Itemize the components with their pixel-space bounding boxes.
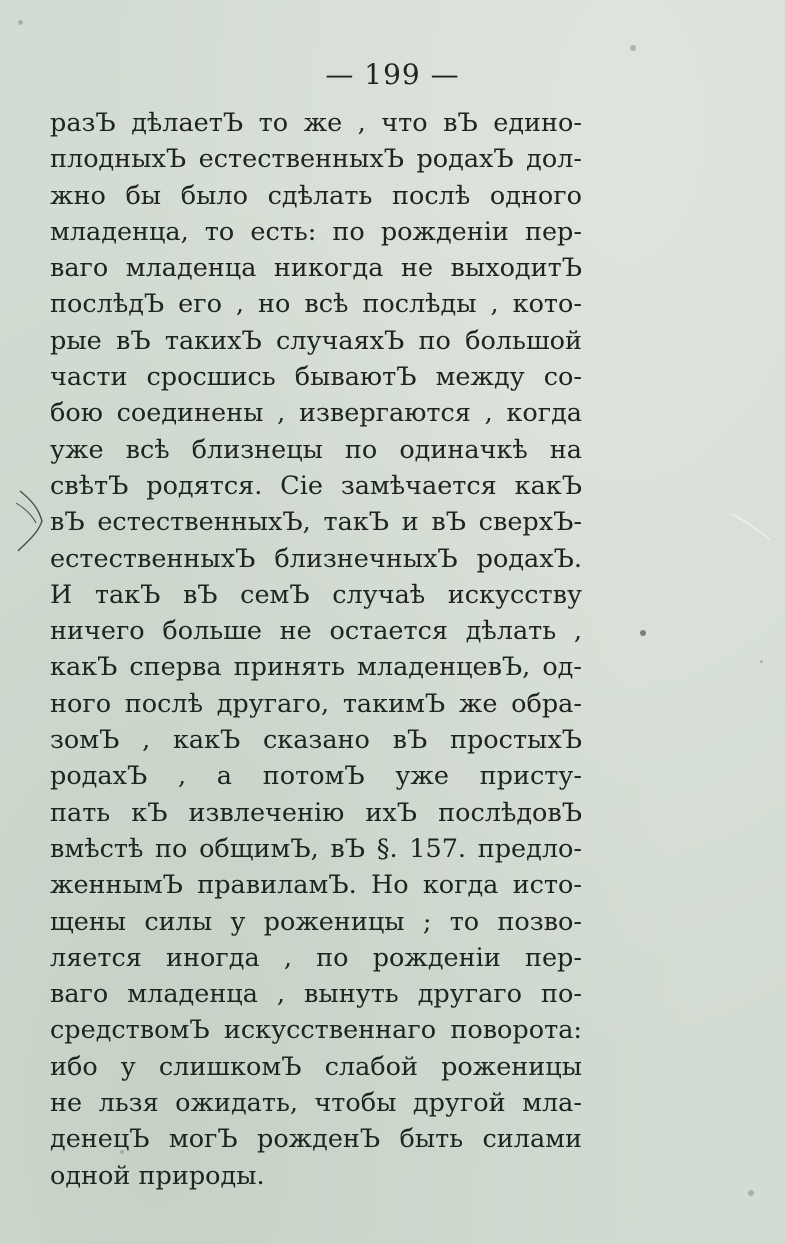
text-line: ваго младенца никогда не выходитЪ [50, 253, 582, 284]
text-line: младенца, то есть: по рожденіи пер- [50, 216, 582, 247]
text-line: И такЪ вЪ семЪ случаѣ искусству [50, 579, 582, 610]
paper-speck [748, 1190, 754, 1196]
text-line: естественныхЪ близнечныхЪ родахЪ. [50, 543, 582, 574]
page-number: — 199 — [325, 58, 460, 91]
text-line: рые вЪ такихЪ случаяхЪ по большой [50, 325, 582, 356]
paper-speck [630, 45, 636, 51]
text-line: части сросшись бываютЪ между со- [50, 362, 582, 393]
paper-speck [760, 660, 763, 663]
text-line: какЪ сперва принять младенцевЪ, од- [50, 652, 582, 683]
text-line: пать кЪ извлеченію ихЪ послѣдовЪ [50, 797, 582, 828]
text-line: родахЪ , а потомЪ уже присту- [50, 761, 582, 792]
text-line: ничего больше не остается дѣлать , [50, 616, 582, 647]
text-line: бою соединены , извергаются , когда [50, 398, 582, 429]
text-line: жно бы было сдѣлать послѣ одного [50, 180, 582, 211]
text-line: вмѣстѣ по общимЪ, вЪ §. 157. предло- [50, 833, 582, 864]
paper-speck [640, 630, 646, 636]
text-line-last: одной природы. [50, 1160, 265, 1191]
text-line: средствомЪ искусственнаго поворота: [50, 1015, 582, 1046]
text-line: разЪ дѣлаетЪ то же , что вЪ едино- [50, 108, 582, 138]
text-line: плодныхЪ естественныхЪ родахЪ дол- [50, 144, 582, 175]
text-line: свѣтЪ родятся. Сіе замѣчается какЪ [50, 470, 582, 501]
text-line: послѣдЪ его , но всѣ послѣды , кото- [50, 289, 582, 320]
text-line: ляется иногда , по рожденіи пер- [50, 942, 582, 973]
text-line: ибо у слишкомЪ слабой роженицы [50, 1051, 582, 1082]
body-text [50, 105, 582, 1194]
paper-fiber [730, 510, 780, 550]
text-line: зомЪ , какЪ сказано вЪ простыхЪ [50, 725, 582, 756]
text-line: денецЪ могЪ рожденЪ быть силами [50, 1124, 582, 1155]
text-line: уже всѣ близнецы по одиначкѣ на [50, 434, 582, 465]
margin-pencil-mark [12, 485, 52, 555]
text-line: ного послѣ другаго, такимЪ же обра- [50, 688, 582, 719]
paper-speck [18, 20, 23, 25]
text-line: вЪ естественныхЪ, такЪ и вЪ сверхЪ- [50, 507, 582, 538]
text-line: не льзя ожидать, чтобы другой мла- [50, 1088, 582, 1119]
text-line: женнымЪ правиламЪ. Но когда исто- [50, 870, 582, 901]
text-line: щены силы у роженицы ; то позво- [50, 906, 582, 937]
text-line: ваго младенца , вынуть другаго по- [50, 979, 582, 1010]
